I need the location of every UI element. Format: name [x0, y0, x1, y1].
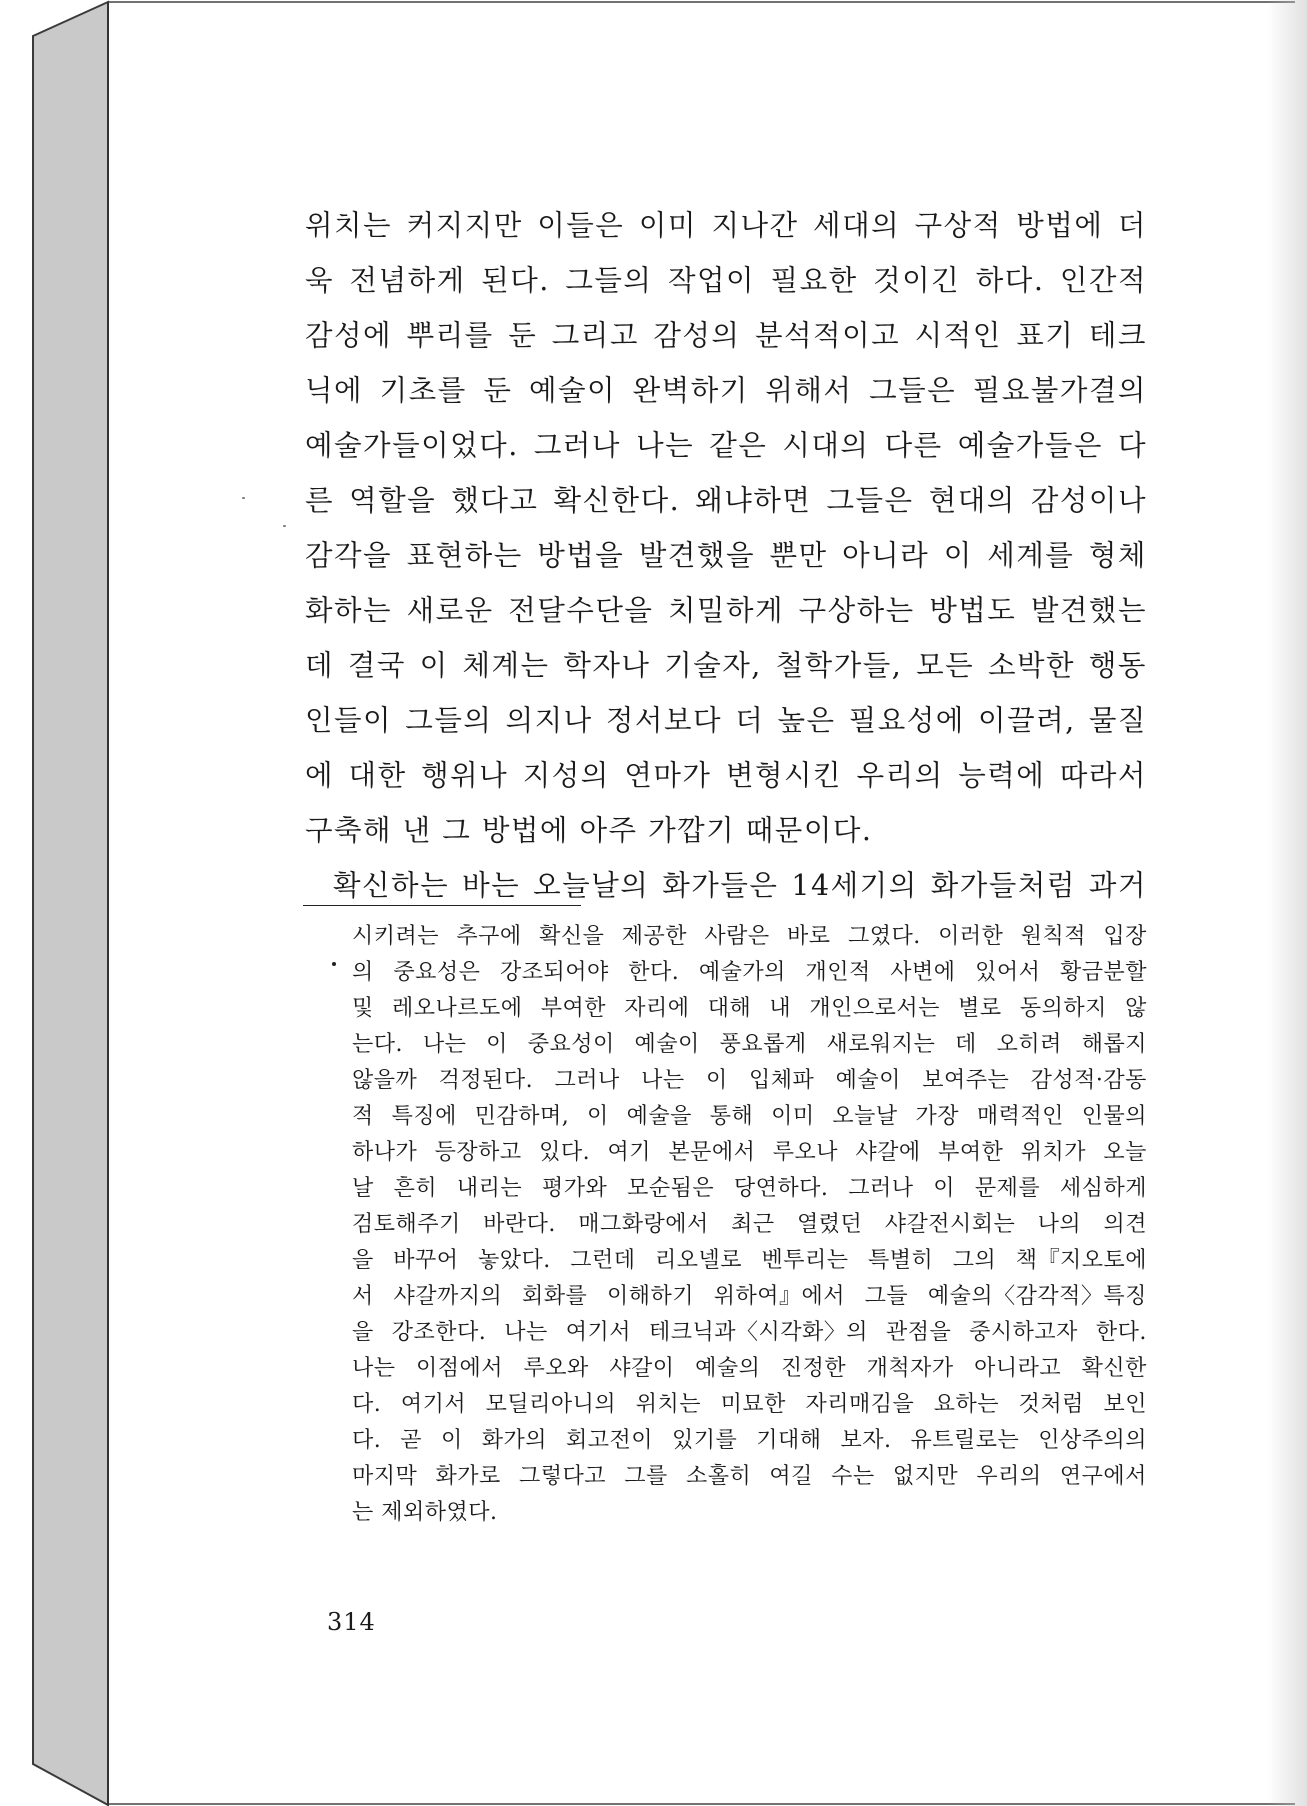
page-edge-shadow	[1267, 0, 1307, 1806]
footnote-line: 다. 여기서 모딜리아니의 위치는 미묘한 자리매김을 요하는 것처럼 보인	[352, 1392, 1147, 1417]
footnote-line: 을 바꾸어 놓았다. 그런데 리오넬로 벤투리는 특별히 그의 책『지오토에	[352, 1248, 1147, 1273]
body-line: 구축해 낸 그 방법에 아주 가깝기 때문이다.	[305, 814, 873, 847]
footnote-line: 을 강조한다. 나는 여기서 테크닉과〈시각화〉의 관점을 중시하고자 한다.	[352, 1320, 1147, 1345]
footnote-line: 하나가 등장하고 있다. 여기 본문에서 루오나 샤갈에 부여한 위치가 오늘	[352, 1140, 1147, 1165]
body-line: 인들이 그들의 의지나 정서보다 더 높은 필요성에 이끌려, 물질	[305, 704, 1147, 737]
footnote-line: 의 중요성은 강조되어야 한다. 예술가의 개인적 사변에 있어서 황금분할	[352, 960, 1147, 985]
scan-speck	[283, 525, 286, 527]
scan-speck	[332, 962, 336, 966]
footnote-line: 및 레오나르도에 부여한 자리에 대해 내 개인으로서는 별로 동의하지 않	[352, 996, 1147, 1021]
footnote-line: 검토해주기 바란다. 매그화랑에서 최근 열렸던 샤갈전시회는 나의 의견	[352, 1212, 1147, 1237]
footnote-line: 시키려는 추구에 확신을 제공한 사람은 바로 그였다. 이러한 원칙적 입장	[352, 924, 1147, 949]
body-line: 예술가들이었다. 그러나 나는 같은 시대의 다른 예술가들은 다	[305, 429, 1147, 462]
footnote-line: 마지막 화가로 그렇다고 그를 소홀히 여길 수는 없지만 우리의 연구에서	[352, 1464, 1147, 1489]
body-line: 감각을 표현하는 방법을 발견했을 뿐만 아니라 이 세계를 형체	[305, 539, 1147, 572]
body-line: 른 역할을 했다고 확신한다. 왜냐하면 그들은 현대의 감성이나	[305, 484, 1147, 517]
body-line: 데 결국 이 체계는 학자나 기술자, 철학가들, 모든 소박한 행동	[305, 649, 1147, 682]
body-line: 감성에 뿌리를 둔 그리고 감성의 분석적이고 시적인 표기 테크	[305, 319, 1147, 352]
body-line: 욱 전념하게 된다. 그들의 작업이 필요한 것이긴 하다. 인간적	[305, 264, 1147, 297]
footnote-line: 다. 곧 이 화가의 회고전이 있기를 기대해 보자. 유트릴로는 인상주의의	[352, 1428, 1147, 1453]
footnote-line: 나는 이점에서 루오와 샤갈이 예술의 진정한 개척자가 아니라고 확신한	[352, 1356, 1147, 1381]
body-line: 닉에 기초를 둔 예술이 완벽하기 위해서 그들은 필요불가결의	[305, 374, 1147, 407]
footnote	[352, 919, 1147, 1531]
footnote-line: 서 샤갈까지의 회화를 이해하기 위하여』에서 그들 예술의〈감각적〉특징	[352, 1284, 1147, 1309]
footnote-line: 는다. 나는 이 중요성이 예술이 풍요롭게 새로워지는 데 오히려 해롭지	[352, 1032, 1147, 1057]
body-text	[305, 198, 1147, 913]
footnote-line: 는 제외하였다.	[352, 1500, 498, 1525]
body-line: 화하는 새로운 전달수단을 치밀하게 구상하는 방법도 발견했는	[305, 594, 1147, 627]
footnote-line: 않을까 걱정된다. 그러나 나는 이 입체파 예술이 보여주는 감성적·감동	[352, 1068, 1147, 1093]
body-line: 확신하는 바는 오늘날의 화가들은 14세기의 화가들처럼 과거	[333, 869, 1147, 902]
scan-speck	[242, 497, 245, 499]
body-line: 에 대한 행위나 지성의 연마가 변형시킨 우리의 능력에 따라서	[305, 759, 1147, 792]
page-number: 314	[327, 1608, 376, 1636]
footnote-line: 날 흔히 내리는 평가와 모순됨은 당연하다. 그러나 이 문제를 세심하게	[352, 1176, 1147, 1201]
book-spine	[33, 2, 108, 1805]
body-line: 위치는 커지지만 이들은 이미 지나간 세대의 구상적 방법에 더	[305, 209, 1147, 242]
footnote-line: 적 특징에 민감하며, 이 예술을 통해 이미 오늘날 가장 매력적인 인물의	[352, 1104, 1147, 1129]
footnote-separator	[303, 905, 581, 906]
